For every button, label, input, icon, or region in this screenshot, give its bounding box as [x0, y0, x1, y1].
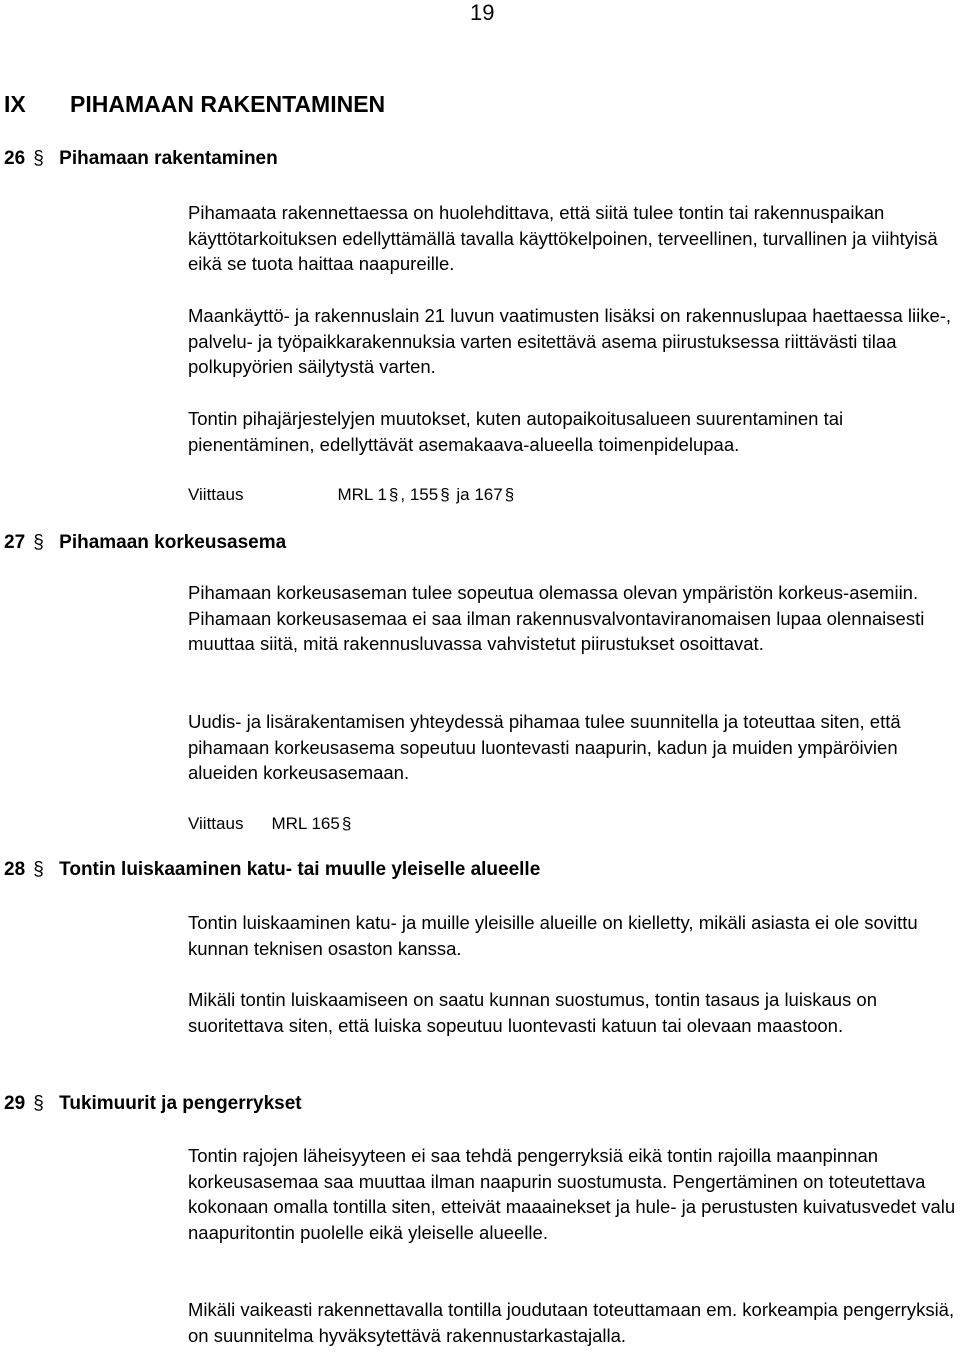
section-28-heading — [4, 858, 540, 882]
section-27-reference — [188, 812, 353, 836]
section-28-paragraph-2: Mikäli tontin luiskaamiseen on saatu kunnan suostumus, tontin tasaus ja luiskaus on suoritettava siten, että luiska sopeutuu luontevasti katuun tai olevaan maastoon. — [188, 989, 877, 1036]
reference-label: Viittaus — [188, 814, 244, 833]
section-mark: § — [33, 148, 44, 169]
section-title: Tontin luiskaaminen katu- tai muulle yleiselle alueelle — [59, 859, 541, 880]
section-26-paragraph-2: Maankäyttö- ja rakennuslain 21 luvun vaatimusten lisäksi on rakennuslupaa haettaessa liike-, palvelu- ja työpaikkarakennuksia varten esitettävä asema piirustuksessa riittävästi tilaa polkupyörien säilytystä varten. — [188, 305, 952, 377]
reference-text: MRL 165 — [271, 814, 340, 833]
section-26-heading — [4, 147, 278, 171]
section-27-paragraph-1: Pihamaan korkeusaseman tulee sopeutua olemassa olevan ympäristön korkeus-asemiin. Pihamaan korkeusasemaa ei saa ilman rakennusvalvontaviranomaisen lupaa olennaisesti muuttaa siitä, mitä rakennusluvassa vahvistetut piirustukset osoittavat. — [188, 582, 925, 654]
section-number: 29 — [4, 1093, 26, 1114]
section-mark: § — [388, 485, 399, 504]
section-26-reference — [188, 483, 516, 507]
section-number: 27 — [4, 532, 26, 553]
page-number: 19 — [470, 0, 495, 25]
section-title: Tukimuurit ja pengerrykset — [59, 1093, 302, 1114]
section-27-paragraph-2: Uudis- ja lisärakentamisen yhteydessä pihamaa tulee suunnitella ja toteuttaa siten, että pihamaan korkeusasema sopeutuu luontevasti naapurin, kadun ja muiden ympäröivien alueiden korkeusasemaan. — [188, 711, 901, 783]
section-mark: § — [33, 1093, 44, 1114]
reference-label: Viittaus — [188, 485, 244, 504]
section-mark: § — [33, 532, 44, 553]
section-mark: § — [341, 814, 352, 833]
section-29-paragraph-2: Mikäli vaikeasti rakennettavalla tontilla joudutaan toteuttamaan em. korkeampia pengerryksiä, on suunnitelma hyväksytettävä rakennustarkastajalla. — [188, 1299, 955, 1346]
chapter-number: IX — [4, 91, 26, 117]
section-title: Pihamaan rakentaminen — [59, 148, 278, 169]
section-26-paragraph-3: Tontin pihajärjestelyjen muutokset, kuten autopaikoitusalueen suurentaminen tai pienentäminen, edellyttävät asemakaava-alueella toimenpidelupaa. — [188, 408, 844, 455]
section-number: 26 — [4, 148, 26, 169]
section-28-paragraph-1: Tontin luiskaaminen katu- ja muille yleisille alueille on kielletty, mikäli asiasta ei ole sovittu kunnan teknisen osaston kanssa. — [188, 912, 918, 959]
section-mark: § — [504, 485, 515, 504]
section-mark: § — [33, 859, 44, 880]
chapter-title: PIHAMAAN RAKENTAMINEN — [70, 91, 386, 117]
section-title: Pihamaan korkeusasema — [59, 532, 287, 553]
section-27-heading — [4, 531, 286, 555]
section-29-paragraph-1: Tontin rajojen läheisyyteen ei saa tehdä pengerryksiä eikä tontin rajoilla maanpinnan korkeusasemaa saa muuttaa ilman naapurin suostumusta. Pengertäminen on toteutettava kokonaan omalla tontilla siten, etteivät maaainekset ja hule- ja perustusten kuivatusvedet valu naapuritontin puolelle eikä yleiselle alueelle. — [188, 1145, 956, 1243]
reference-text: , 155 — [400, 485, 439, 504]
section-number: 28 — [4, 859, 26, 880]
reference-text: MRL 1 — [337, 485, 387, 504]
section-mark: § — [440, 485, 450, 504]
section-29-heading — [4, 1092, 302, 1116]
section-26-paragraph-1: Pihamaata rakennettaessa on huolehdittava, että siitä tulee tontin tai rakennuspaikan käyttötarkoituksen edellyttämällä tavalla käyttökelpoinen, terveellinen, turvallinen ja viihtyisä eikä se tuota haittaa naapureille. — [188, 202, 938, 274]
reference-text: ja 167 — [451, 485, 503, 504]
